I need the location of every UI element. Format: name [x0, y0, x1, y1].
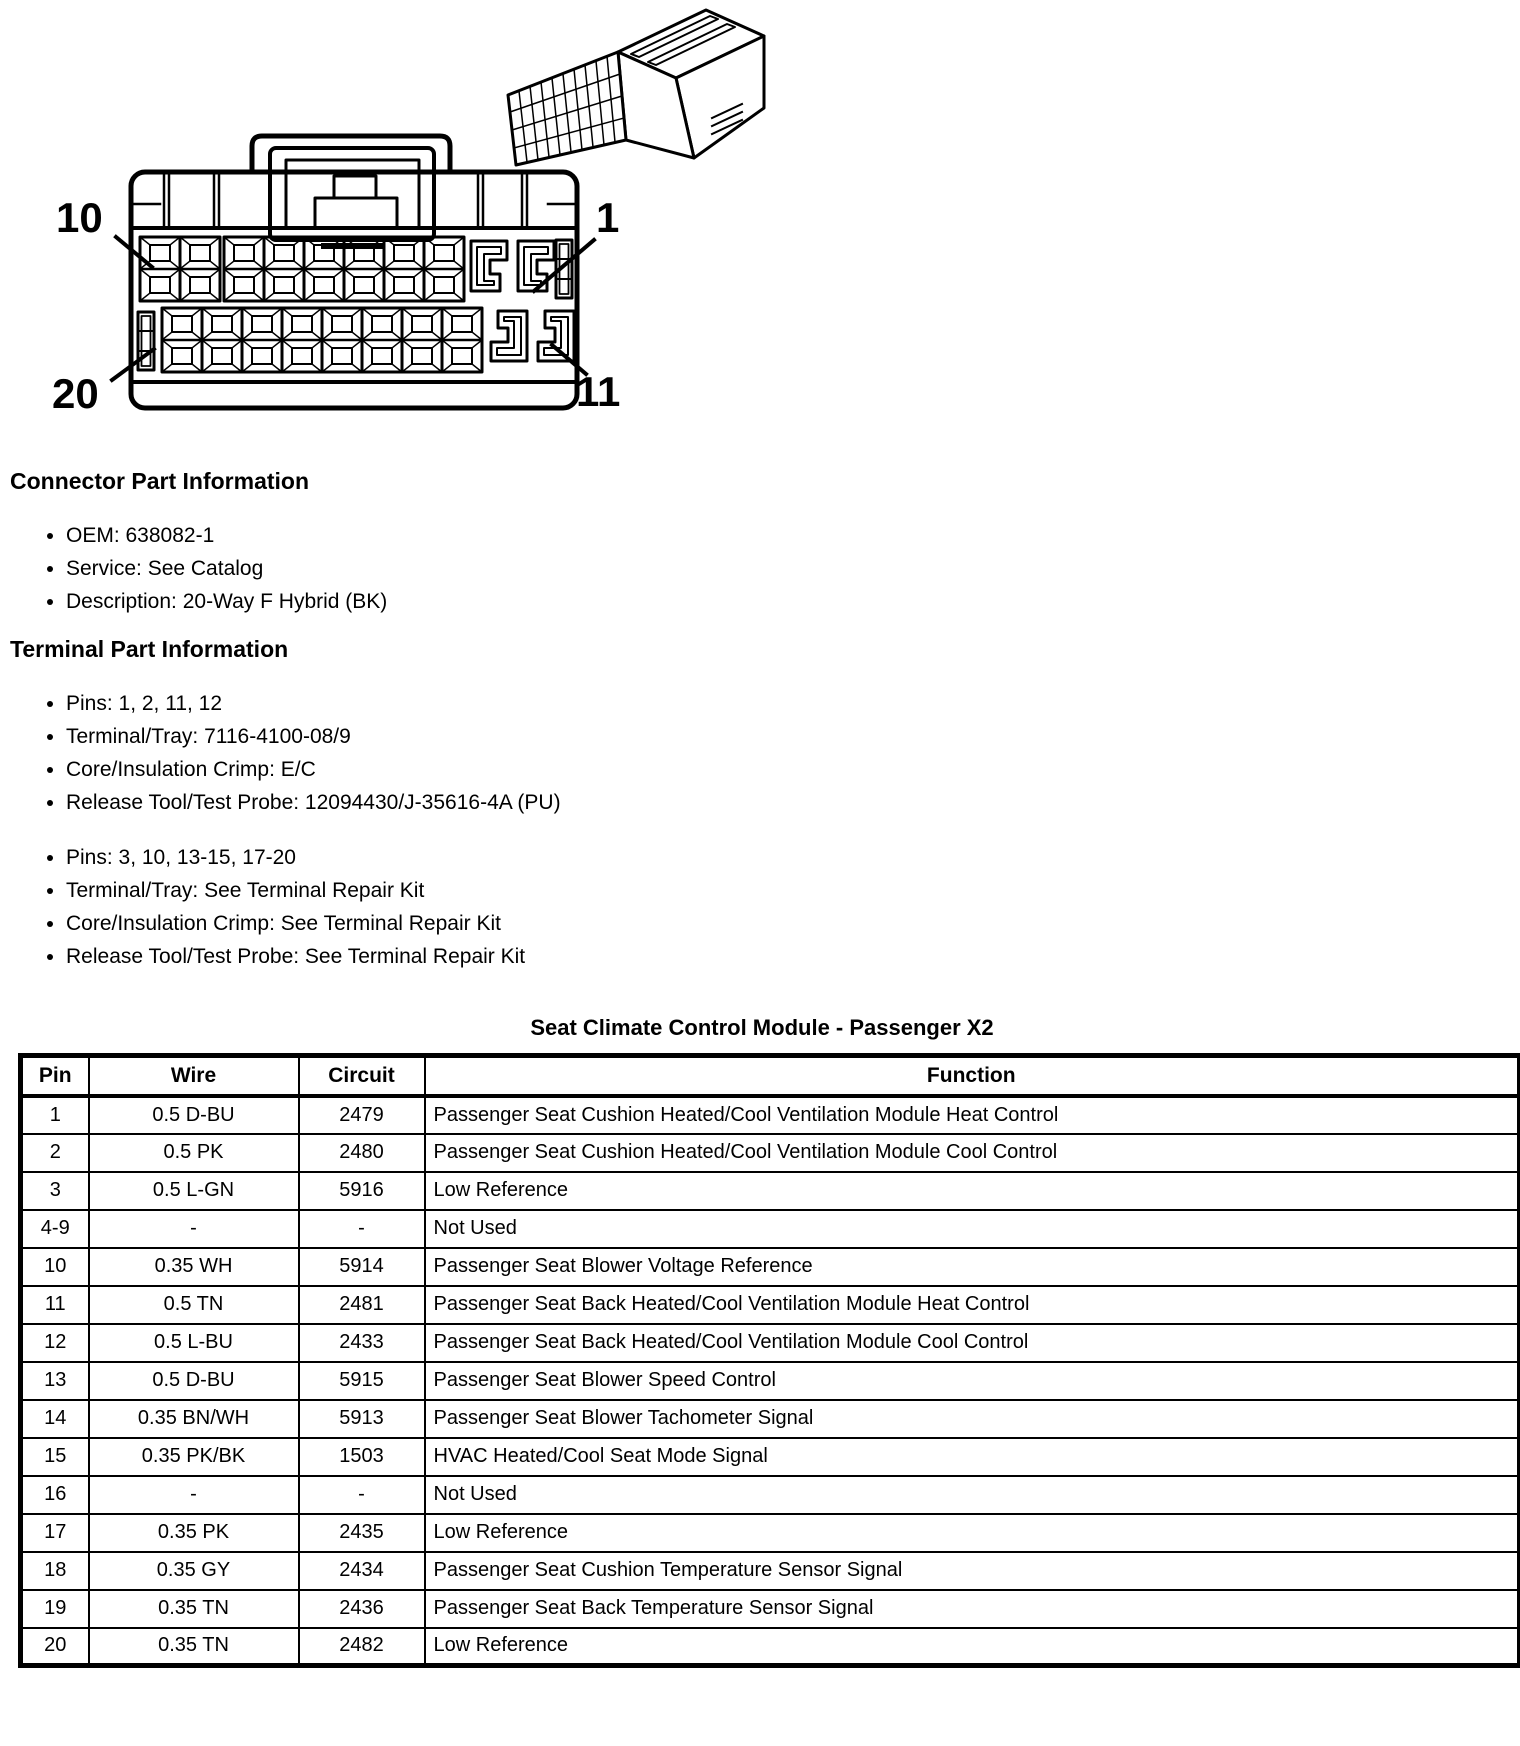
pin-cell: 20 — [21, 1628, 89, 1666]
table-row — [21, 1248, 1520, 1286]
wire-cell: - — [89, 1210, 299, 1248]
wire-cell: 0.35 TN — [89, 1628, 299, 1666]
function-cell: Passenger Seat Blower Voltage Reference — [425, 1248, 1520, 1286]
pin-cell: 19 — [21, 1590, 89, 1628]
circuit-cell: 2433 — [299, 1324, 425, 1362]
pin-table — [18, 1053, 1520, 1668]
bullet-item: • Description: 20-Way F Hybrid (BK) — [66, 585, 1520, 618]
circuit-cell: 2435 — [299, 1514, 425, 1552]
function-cell: Passenger Seat Back Heated/Cool Ventilation Module Cool Control — [425, 1324, 1520, 1362]
bullet-item: • Service: See Catalog — [66, 552, 1520, 585]
circuit-cell: 5913 — [299, 1400, 425, 1438]
circuit-cell: 2434 — [299, 1552, 425, 1590]
table-row — [21, 1210, 1520, 1248]
header-row — [21, 1056, 1520, 1096]
pin-1-cavity — [518, 241, 554, 291]
connector-part-info-heading: Connector Part Information — [10, 468, 310, 494]
circuit-cell: 5915 — [299, 1362, 425, 1400]
table-row — [21, 1590, 1520, 1628]
pin-cell: 11 — [21, 1286, 89, 1324]
function-cell: Low Reference — [425, 1172, 1520, 1210]
wire-cell: 0.5 D-BU — [89, 1096, 299, 1134]
wire-cell: 0.35 PK/BK — [89, 1438, 299, 1476]
wire-cell: 0.35 BN/WH — [89, 1400, 299, 1438]
table-row — [21, 1400, 1520, 1438]
wire-cell: 0.35 WH — [89, 1248, 299, 1286]
pin-cell: 12 — [21, 1324, 89, 1362]
table-row — [21, 1628, 1520, 1666]
bullet-item: • Core/Insulation Crimp: E/C — [66, 753, 1520, 786]
pin-table-title: Seat Climate Control Module - Passenger X2 — [530, 1015, 994, 1040]
pin-cell: 13 — [21, 1362, 89, 1400]
connector-3d-view — [508, 10, 764, 165]
pin-cell: 1 — [21, 1096, 89, 1134]
circuit-cell: 5914 — [299, 1248, 425, 1286]
function-cell: Not Used — [425, 1476, 1520, 1514]
wire-cell: - — [89, 1476, 299, 1514]
table-row — [21, 1286, 1520, 1324]
function-cell: Not Used — [425, 1210, 1520, 1248]
pin-cell: 10 — [21, 1248, 89, 1286]
wire-cell: 0.5 PK — [89, 1134, 299, 1172]
cavity-row-bottom — [138, 308, 574, 372]
pin-11-cavity — [538, 311, 574, 361]
pin-cell: 17 — [21, 1514, 89, 1552]
bullet-item: • Pins: 1, 2, 11, 12 — [66, 687, 1520, 720]
wire-cell: 0.5 TN — [89, 1286, 299, 1324]
terminal-group-1 — [10, 687, 1520, 819]
pin-cell: 4-9 — [21, 1210, 89, 1248]
function-cell: Passenger Seat Cushion Temperature Sensor Signal — [425, 1552, 1520, 1590]
bullet-item: • OEM: 638082-1 — [66, 519, 1520, 552]
wire-cell: 0.5 D-BU — [89, 1362, 299, 1400]
circuit-cell: 2436 — [299, 1590, 425, 1628]
bullet-item: • Pins: 3, 10, 13-15, 17-20 — [66, 841, 1520, 874]
circuit-cell: 2482 — [299, 1628, 425, 1666]
pin-cell: 14 — [21, 1400, 89, 1438]
bullet-item: • Core/Insulation Crimp: See Terminal Repair Kit — [66, 907, 1520, 940]
table-row — [21, 1324, 1520, 1362]
table-row — [21, 1096, 1520, 1134]
wire-column-header: Wire — [89, 1056, 299, 1096]
pin-cell: 18 — [21, 1552, 89, 1590]
pin-table-body — [21, 1096, 1520, 1666]
table-row — [21, 1514, 1520, 1552]
pin-11-label: 11 — [576, 368, 621, 415]
terminal-group-2 — [10, 841, 1520, 973]
function-cell: Low Reference — [425, 1514, 1520, 1552]
wire-cell: 0.5 L-GN — [89, 1172, 299, 1210]
circuit-cell: 2479 — [299, 1096, 425, 1134]
circuit-cell: - — [299, 1210, 425, 1248]
pin-cell: 16 — [21, 1476, 89, 1514]
function-cell: HVAC Heated/Cool Seat Mode Signal — [425, 1438, 1520, 1476]
wire-cell: 0.35 GY — [89, 1552, 299, 1590]
function-cell: Passenger Seat Blower Tachometer Signal — [425, 1400, 1520, 1438]
circuit-cell: - — [299, 1476, 425, 1514]
connector-front-view — [131, 136, 577, 408]
connector-diagram — [0, 0, 800, 430]
bullet-item: • Terminal/Tray: See Terminal Repair Kit — [66, 874, 1520, 907]
pin-cell: 15 — [21, 1438, 89, 1476]
table-row — [21, 1134, 1520, 1172]
function-cell: Passenger Seat Back Heated/Cool Ventilation Module Heat Control — [425, 1286, 1520, 1324]
circuit-cell: 2481 — [299, 1286, 425, 1324]
pin-20-label: 20 — [52, 370, 99, 417]
pin-1-label: 1 — [596, 194, 620, 241]
pin-12-cavity — [491, 311, 527, 361]
bullet-item: • Release Tool/Test Probe: See Terminal Repair Kit — [66, 940, 1520, 973]
table-row — [21, 1362, 1520, 1400]
terminal-part-info-heading: Terminal Part Information — [10, 636, 289, 662]
table-row — [21, 1172, 1520, 1210]
bullet-item: • Terminal/Tray: 7116-4100-08/9 — [66, 720, 1520, 753]
pin-column-header: Pin — [21, 1056, 89, 1096]
pin-table-head — [21, 1056, 1520, 1096]
wire-cell: 0.35 TN — [89, 1590, 299, 1628]
pin-cell: 3 — [21, 1172, 89, 1210]
circuit-cell: 1503 — [299, 1438, 425, 1476]
circuit-column-header: Circuit — [299, 1056, 425, 1096]
table-row — [21, 1552, 1520, 1590]
circuit-cell: 2480 — [299, 1134, 425, 1172]
wire-cell: 0.35 PK — [89, 1514, 299, 1552]
table-row — [21, 1438, 1520, 1476]
circuit-cell: 5916 — [299, 1172, 425, 1210]
table-row — [21, 1476, 1520, 1514]
function-cell: Passenger Seat Blower Speed Control — [425, 1362, 1520, 1400]
pin-2-cavity — [471, 241, 507, 291]
function-cell: Passenger Seat Cushion Heated/Cool Ventilation Module Heat Control — [425, 1096, 1520, 1134]
terminal-grid-face — [508, 52, 626, 165]
function-cell: Passenger Seat Back Temperature Sensor Signal — [425, 1590, 1520, 1628]
connector-part-info-list — [10, 519, 1520, 618]
function-cell: Low Reference — [425, 1628, 1520, 1666]
bullet-item: • Release Tool/Test Probe: 12094430/J-35616-4A (PU) — [66, 786, 1520, 819]
pin-10-label: 10 — [56, 194, 103, 241]
pin-cell: 2 — [21, 1134, 89, 1172]
wire-cell: 0.5 L-BU — [89, 1324, 299, 1362]
function-column-header: Function — [425, 1056, 1520, 1096]
function-cell: Passenger Seat Cushion Heated/Cool Ventilation Module Cool Control — [425, 1134, 1520, 1172]
